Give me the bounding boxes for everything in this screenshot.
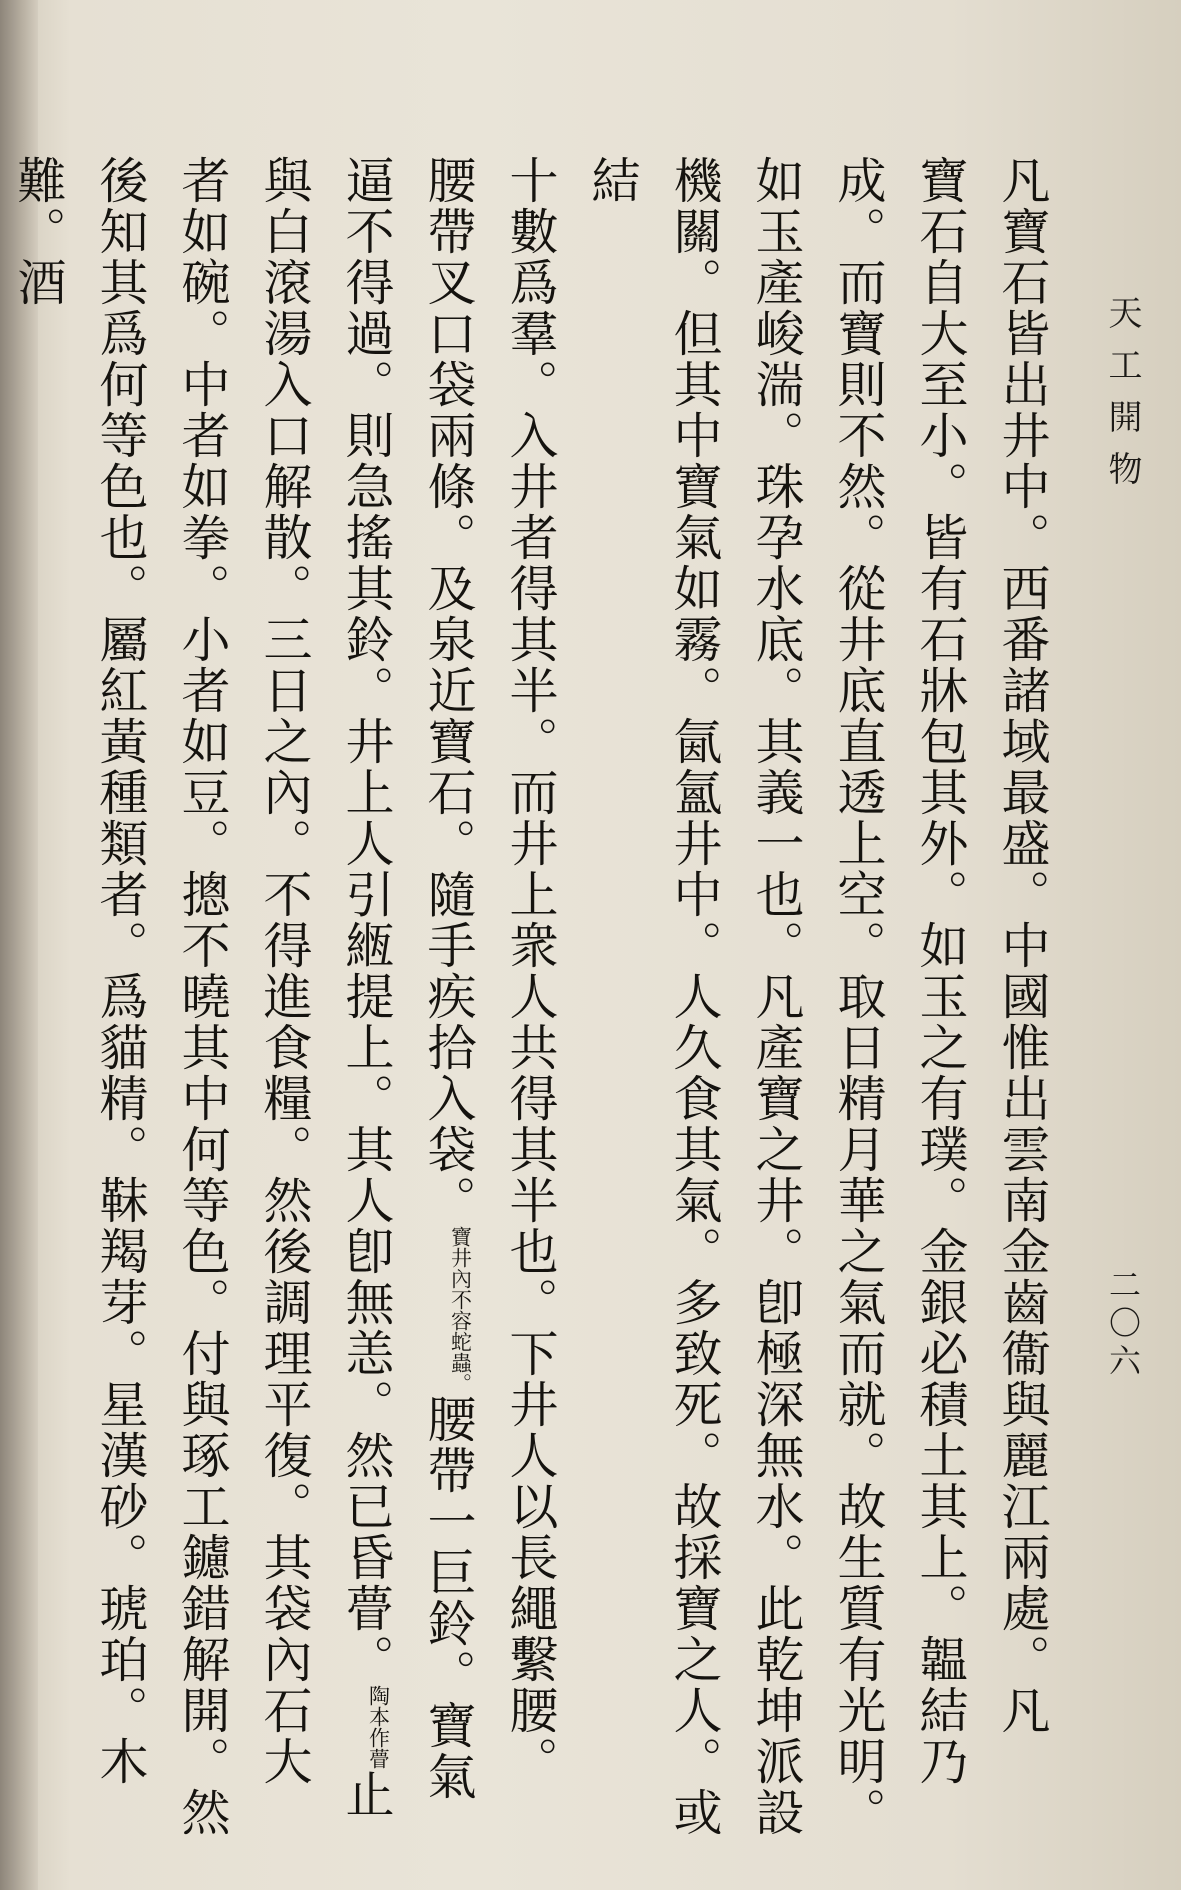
text-column: [981, 155, 1063, 1855]
text-column: [571, 155, 735, 1855]
text-column: [899, 155, 981, 1855]
text-segment: 成。而寶則不然。從井底直透上空。取日精月華之氣而就。故生質有光明。: [830, 155, 887, 1838]
text-column: [0, 155, 161, 1855]
running-header: 天工開物: [1102, 295, 1142, 503]
text-segment: 後知其爲何等色也。屬紅黃種類者。爲貓精。靺羯芽。星漢砂。琥珀。木難。酒: [10, 155, 149, 1787]
annotation-note: 陶本作瞢: [366, 1685, 391, 1769]
text-segment: 十數爲羣。入井者得其半。而井上衆人共得其半也。下井人以長繩繫腰。: [502, 155, 559, 1787]
text-segment: 寶石自大至小。皆有石牀包其外。如玉之有璞。金銀必積土其上。韞結乃: [912, 155, 969, 1787]
text-column: [817, 155, 899, 1855]
text-column: [243, 155, 325, 1855]
annotation-note: 寶井內不容蛇蟲。: [448, 1226, 473, 1394]
text-column: [161, 155, 243, 1855]
text-column: [489, 155, 571, 1855]
text-segment: 者如碗。中者如拳。小者如豆。摠不曉其中何等色。付與琢工鑢錯解開。然: [174, 155, 231, 1838]
text-segment: 逼不得過。則急搖其鈴。井上人引緪提上。其人卽無恙。然已昏瞢。: [338, 155, 395, 1685]
text-segment: 止: [338, 1769, 395, 1820]
text-column: [325, 155, 407, 1855]
page-number: 二〇六: [1104, 1268, 1142, 1382]
text-segment: 凡寶石皆出井中。西番諸域最盛。中國惟出雲南金齒衞與麗江兩處。凡: [994, 155, 1051, 1736]
text-segment: 如玉產峻湍。珠孕水底。其義一也。凡產寶之井。卽極深無水。此乾坤派設: [748, 155, 805, 1838]
body-text: [0, 155, 1063, 1855]
text-segment: 機關。但其中寶氣如霧。氤氳井中。人久食其氣。多致死。故採寶之人。或結: [584, 155, 723, 1838]
text-column: [735, 155, 817, 1855]
text-segment: 與白滾湯入口解散。三日之內。不得進食糧。然後調理平復。其袋內石大: [256, 155, 313, 1787]
text-segment: 腰帶叉口袋兩條。及泉近寶石。隨手疾拾入袋。: [420, 155, 477, 1226]
text-column: [407, 155, 489, 1855]
text-segment: 腰帶一巨鈴。寶氣: [420, 1394, 477, 1802]
